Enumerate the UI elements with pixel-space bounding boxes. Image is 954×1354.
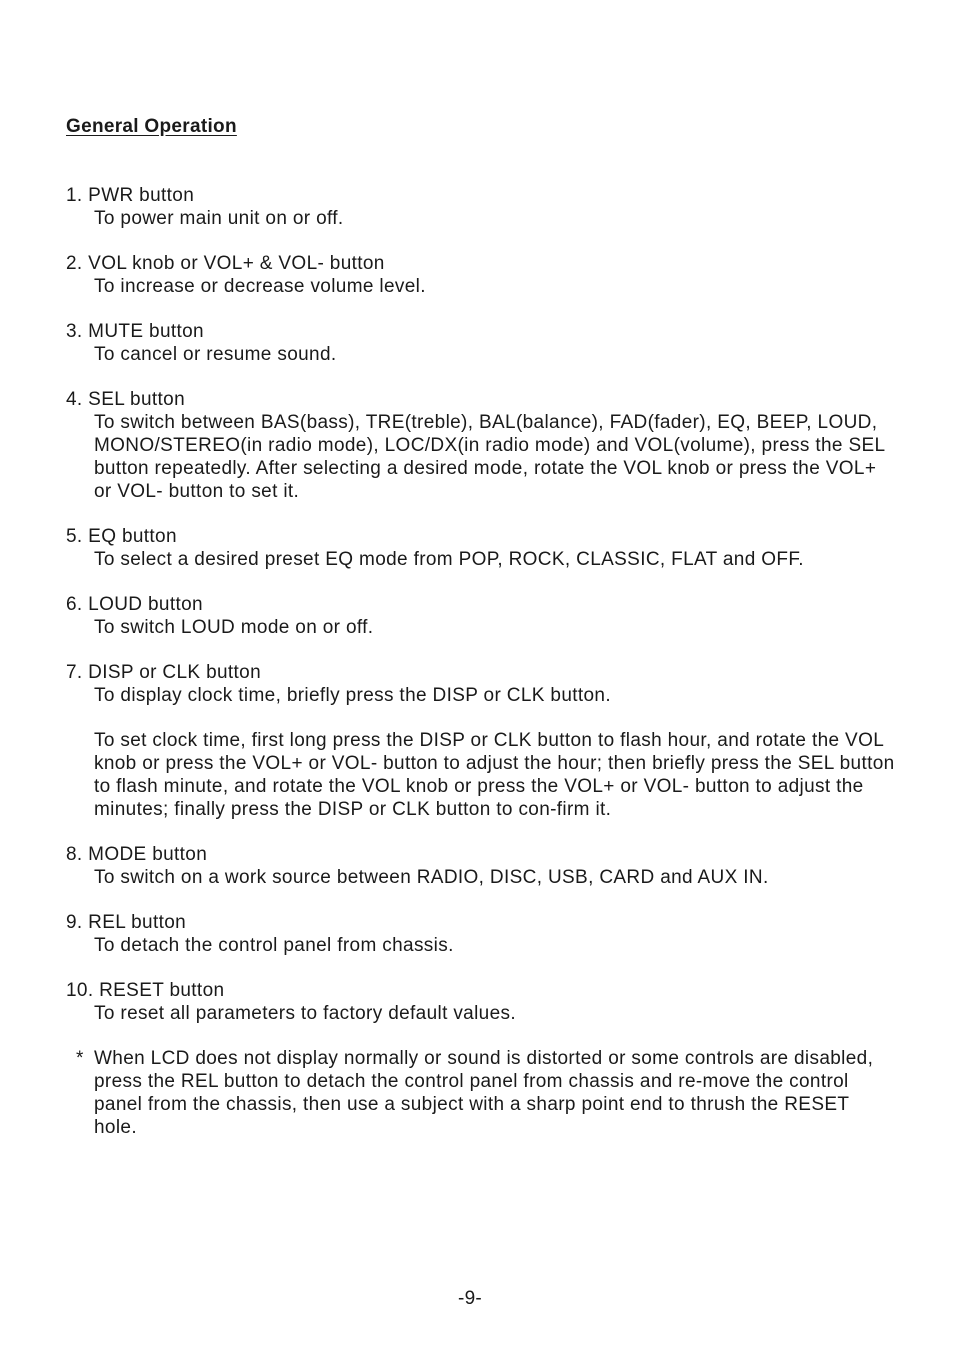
list-item <box>66 184 896 230</box>
item-title: 5. EQ button <box>66 526 177 547</box>
item-description: To reset all parameters to factory default values. <box>94 1003 516 1024</box>
item-title: 3. MUTE button <box>66 321 204 342</box>
item-title: 2. VOL knob or VOL+ & VOL- button <box>66 253 385 274</box>
item-title: 1. PWR button <box>66 185 195 206</box>
item-description: To switch LOUD mode on or off. <box>94 617 374 638</box>
item-description: To select a desired preset EQ mode from POP, ROCK, CLASSIC, FLAT and OFF. <box>94 549 804 570</box>
list-item <box>66 525 896 571</box>
item-description: To increase or decrease volume level. <box>94 276 426 297</box>
item-description: To set clock time, first long press the DISP or CLK button to flash hour, and rotate the VOL knob or press the VOL+ or VOL- button to adjust the hour; then briefly press the SEL button to flash minute, and rotate the VOL knob or press the VOL+ or VOL- button to adjust the minutes; finally press the DISP or CLK button to con-firm it. <box>94 730 895 820</box>
list-item <box>66 661 896 821</box>
section-heading: General Operation <box>66 116 237 137</box>
list-item <box>66 320 896 366</box>
item-title: 10. RESET button <box>66 980 225 1001</box>
item-title: 7. DISP or CLK button <box>66 662 261 683</box>
list-item <box>66 843 896 889</box>
note-asterisk: * <box>76 1048 84 1069</box>
list-item <box>66 388 896 503</box>
operation-list <box>66 184 896 1139</box>
list-item <box>66 979 896 1025</box>
item-title: 6. LOUD button <box>66 594 203 615</box>
page-number: -9- <box>457 1288 483 1309</box>
item-description: To detach the control panel from chassis. <box>94 935 454 956</box>
item-description: To power main unit on or off. <box>94 208 344 229</box>
item-description: To switch between BAS(bass), TRE(treble), BAL(balance), FAD(fader), EQ, BEEP, LOUD, MONO/STEREO(in radio mode), LOC/DX(in radio mode) and VOL(volume), press the SEL button repeatedly. After selecting a desired mode, rotate the VOL knob or press the VOL+ or VOL- button to set it. <box>94 412 885 502</box>
item-title: 9. REL button <box>66 912 187 933</box>
item-description: To display clock time, briefly press the DISP or CLK button. <box>94 685 611 706</box>
item-title: 4. SEL button <box>66 389 185 410</box>
list-item <box>66 252 896 298</box>
list-item <box>66 911 896 957</box>
note-text: When LCD does not display normally or sound is distorted or some controls are disabled, press the REL button to detach the control panel from chassis and re-move the control panel from the chassis, then use a subject with a sharp point end to thrush the RESET hole. <box>94 1048 874 1138</box>
item-description: To switch on a work source between RADIO, DISC, USB, CARD and AUX IN. <box>94 867 769 888</box>
item-title: 8. MODE button <box>66 844 208 865</box>
list-item <box>66 593 896 639</box>
item-description: To cancel or resume sound. <box>94 344 337 365</box>
reset-note <box>66 1047 896 1139</box>
